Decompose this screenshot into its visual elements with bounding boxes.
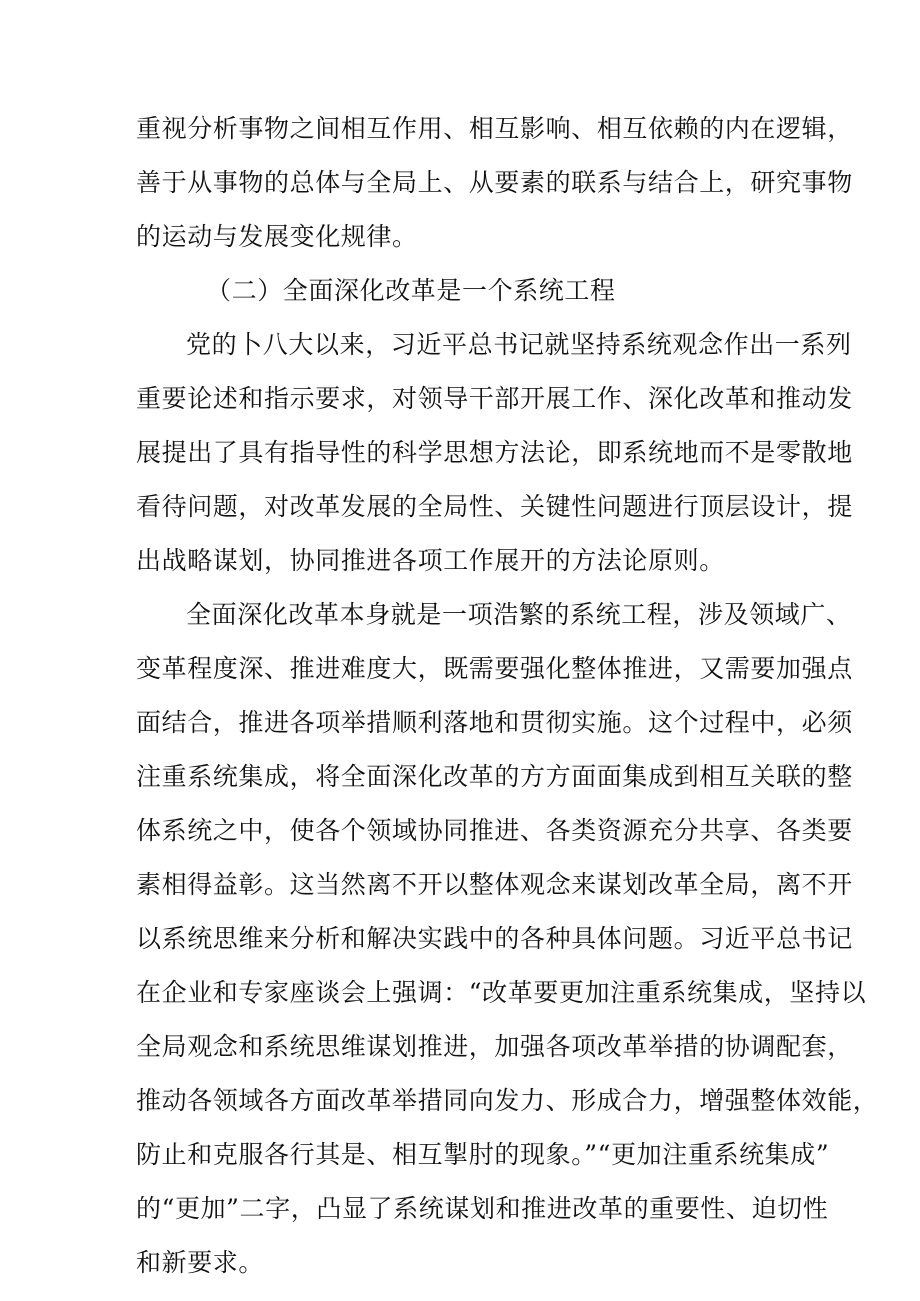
text-line: 善于从事物的总体与全局上、从要素的联系与结合上，研究事物 bbox=[136, 168, 853, 197]
text-line: 展提出了具有指导性的科学思想方法论，即系统地而不是零散地 bbox=[136, 438, 853, 467]
text-line: 和新要求。 bbox=[136, 1248, 265, 1277]
text-line: 党的卜八大以来，习近平总书记就坚持系统观念作出一系列 bbox=[186, 330, 852, 359]
section-heading: （二）全面深化改革是一个系统工程 bbox=[206, 276, 616, 305]
text-line: 注重系统集成，将全面深化改革的方方面面集成到相互关联的整 bbox=[136, 762, 853, 791]
text-line: 重视分析事物之间相互作用、相互影响、相互依赖的内在逻辑， bbox=[136, 114, 853, 143]
text-line: 出战略谋划，协同推进各项工作展开的方法论原则。 bbox=[136, 546, 725, 575]
text-line: 素相得益彰。这当然离不开以整体观念来谋划改革全局，离不开 bbox=[136, 870, 853, 899]
text-line: 以系统思维来分析和解决实践中的各种具体问题。习近平总书记 bbox=[136, 924, 853, 953]
text-line: 面结合，推进各项举措顺利落地和贯彻实施。这个过程中，必须 bbox=[136, 708, 853, 737]
text-line: 体系统之中，使各个领域协同推进、各类资源充分共享、各类要 bbox=[136, 816, 853, 845]
text-line: 全面深化改革本身就是一项浩繁的系统工程，涉及领域广、 bbox=[186, 600, 852, 629]
text-line: 在企业和专家座谈会上强调：“改革要更加注重系统集成，坚持以 bbox=[136, 978, 867, 1007]
text-line: 推动各领域各方面改革举措同向发力、形成合力，增强整体效能， bbox=[136, 1086, 879, 1115]
paragraph-2 bbox=[136, 588, 879, 1290]
text-line: 看待问题，对改革发展的全局性、关键性问题进行顶层设计，提 bbox=[136, 492, 853, 521]
text-line: 防止和克服各行其是、相互掣肘的现象。”“更加注重系统集成” bbox=[136, 1140, 830, 1169]
continuation-paragraph bbox=[136, 102, 853, 264]
text-line: 的“更加”二字，凸显了系统谋划和推进改革的重要性、迫切性 bbox=[136, 1194, 829, 1223]
text-line: 重要论述和指示要求，对领导干部开展工作、深化改革和推动发 bbox=[136, 384, 853, 413]
paragraph-1 bbox=[136, 318, 853, 588]
text-line: 全局观念和系统思维谋划推进，加强各项改革举措的协调配套， bbox=[136, 1032, 853, 1061]
text-line: 变革程度深、推进难度大，既需要强化整体推进，又需要加强点 bbox=[136, 654, 853, 683]
document-body bbox=[136, 102, 879, 1290]
text-line: 的运动与发展变化规律。 bbox=[136, 222, 418, 251]
